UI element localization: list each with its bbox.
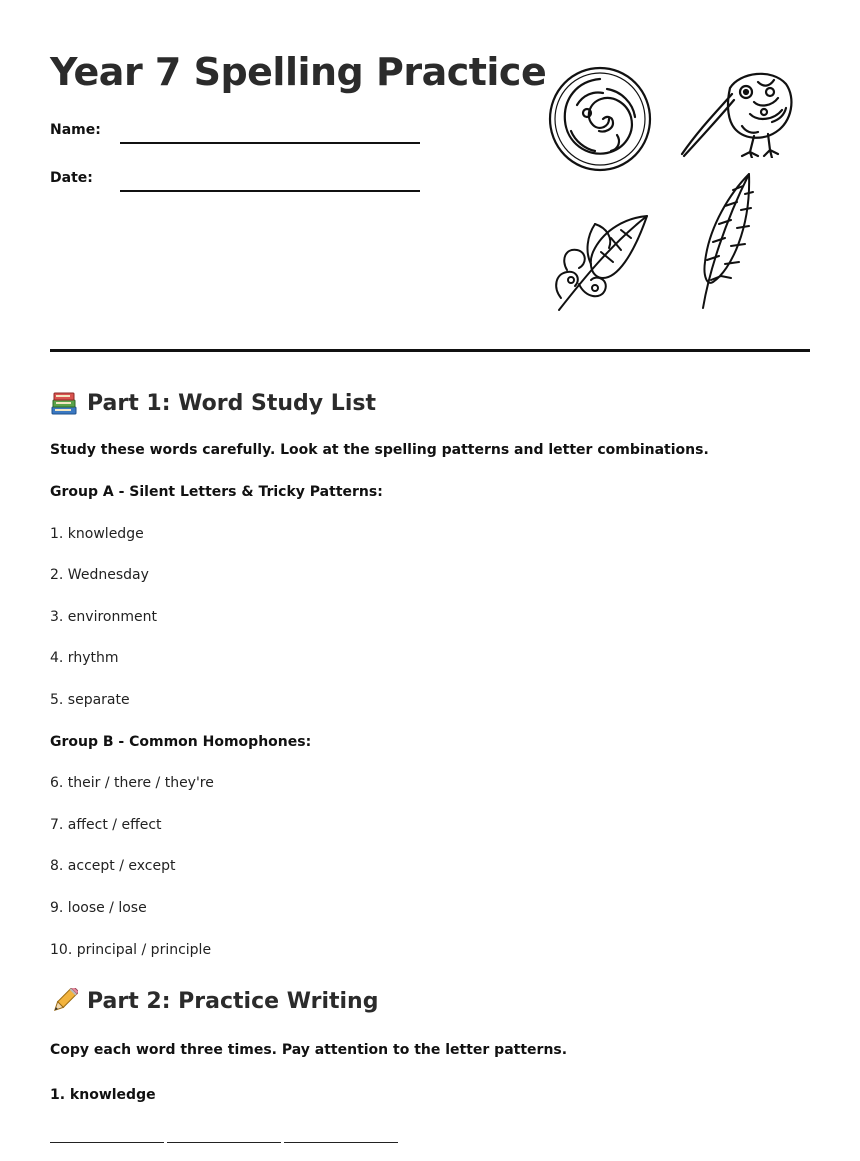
list-item: 10. principal / principle — [50, 942, 212, 958]
group-a-heading: Group A - Silent Letters & Tricky Patterns: — [50, 484, 383, 500]
practice-blanks — [50, 1128, 450, 1148]
list-item: 6. their / there / they're — [50, 775, 214, 791]
group-b-heading: Group B - Common Homophones: — [50, 734, 312, 750]
date-field[interactable] — [50, 168, 430, 192]
name-field[interactable] — [50, 120, 430, 144]
list-item: 9. loose / lose — [50, 900, 147, 916]
page-title: Year 7 Spelling Practice — [50, 50, 547, 94]
worksheet-header — [50, 0, 810, 352]
fern-frond-icon — [691, 172, 761, 310]
name-label: Name: — [50, 122, 101, 138]
list-item: 2. Wednesday — [50, 567, 149, 583]
writing-blank[interactable] — [284, 1142, 398, 1143]
fern-leaf-icon — [551, 208, 651, 312]
writing-blank[interactable] — [167, 1142, 281, 1143]
list-item: 8. accept / except — [50, 858, 176, 874]
list-item: 7. affect / effect — [50, 817, 162, 833]
writing-blank[interactable] — [50, 1142, 164, 1143]
date-input-line[interactable] — [120, 190, 420, 192]
list-item: 3. environment — [50, 609, 157, 625]
part2-heading-text: Part 2: Practice Writing — [87, 988, 379, 1014]
name-input-line[interactable] — [120, 142, 420, 144]
part1-heading — [50, 390, 376, 416]
part1-instruction: Study these words carefully. Look at the spelling patterns and letter combinations. — [50, 442, 709, 458]
practice-word: 1. knowledge — [50, 1087, 156, 1103]
list-item: 1. knowledge — [50, 526, 144, 542]
part1-heading-text: Part 1: Word Study List — [87, 390, 376, 416]
worksheet-page — [50, 0, 810, 1103]
part2-instruction: Copy each word three times. Pay attention to the letter patterns. — [50, 1042, 568, 1058]
pencil-icon — [50, 988, 78, 1014]
koru-circle-icon — [547, 65, 653, 173]
kiwi-bird-icon — [680, 66, 796, 158]
date-label: Date: — [50, 170, 93, 186]
list-item: 4. rhythm — [50, 650, 119, 666]
decorative-illustrations — [545, 60, 810, 315]
part2-heading — [50, 988, 378, 1014]
list-item: 5. separate — [50, 692, 130, 708]
books-icon — [50, 390, 78, 416]
header-divider — [50, 349, 810, 352]
